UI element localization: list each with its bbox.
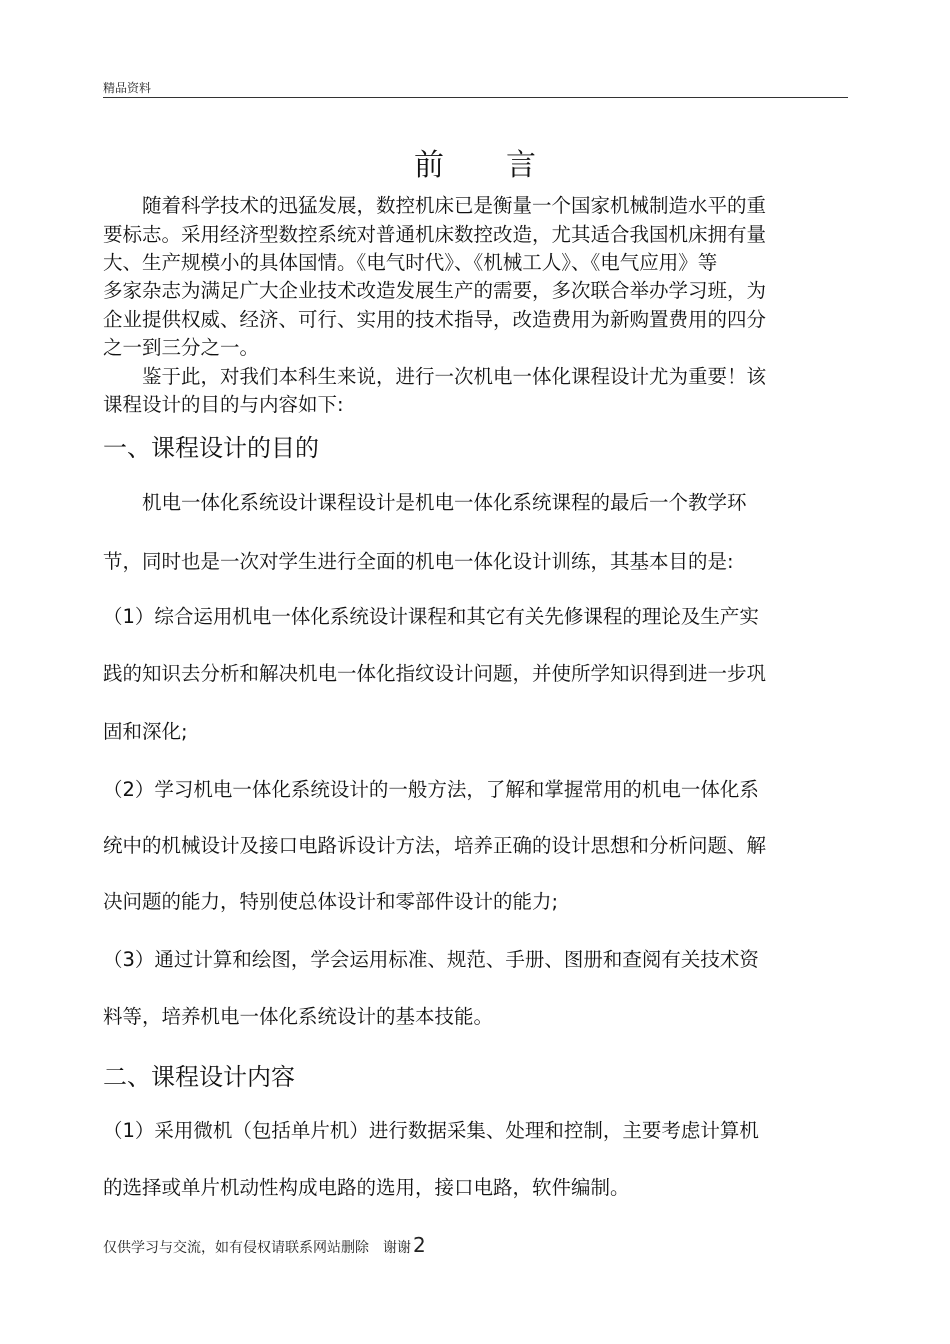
paragraph-line: （2）学习机电一体化系统设计的一般方法，了解和掌握常用的机电一体化系 <box>103 778 759 801</box>
paragraph-line: 之一到三分之一。 <box>103 336 260 359</box>
paragraph-line: 企业提供权威、经济、可行、实用的技术指导，改造费用为新购置费用的四分 <box>103 308 767 331</box>
page-title: 前言 <box>414 148 598 183</box>
paragraph-line: 大、生产规模小的具体国情。《电气时代》、《机械工人》、《电气应用》等 <box>103 251 718 274</box>
paragraph-line: 的选择或单片机动性构成电路的选用，接口电路，软件编制。 <box>103 1176 630 1199</box>
header-label: 精品资料 <box>103 81 152 95</box>
paragraph-line: 随着科学技术的迅猛发展，数控机床已是衡量一个国家机械制造水平的重 <box>142 194 767 217</box>
paragraph-line: 统中的机械设计及接口电路诉设计方法，培养正确的设计思想和分析问题、解 <box>103 834 767 857</box>
section-heading: 一、课程设计的目的 <box>103 434 319 462</box>
paragraph-line: 料等，培养机电一体化系统设计的基本技能。 <box>103 1005 494 1028</box>
paragraph-line: 鉴于此，对我们本科生来说，进行一次机电一体化课程设计尤为重要！该 <box>142 365 767 388</box>
page-number: 2 <box>413 1233 426 1257</box>
footer-note: 仅供学习与交流，如有侵权请联系网站删除 谢谢 <box>103 1240 411 1256</box>
paragraph-line: 课程设计的目的与内容如下: <box>103 393 344 416</box>
paragraph-line: （1）采用微机（包括单片机）进行数据采集、处理和控制，主要考虑计算机 <box>103 1119 759 1142</box>
paragraph-line: 决问题的能力，特别使总体设计和零部件设计的能力; <box>103 890 559 913</box>
paragraph-line: 节，同时也是一次对学生进行全面的机电一体化设计训练，其基本目的是: <box>103 550 734 573</box>
paragraph-line: 固和深化; <box>103 720 188 743</box>
paragraph-line: （3）通过计算和绘图，学会运用标准、规范、手册、图册和查阅有关技术资 <box>103 948 759 971</box>
paragraph-line: 机电一体化系统设计课程设计是机电一体化系统课程的最后一个教学环 <box>142 491 747 514</box>
paragraph-line: （1）综合运用机电一体化系统设计课程和其它有关先修课程的理论及生产实 <box>103 605 759 628</box>
footer <box>103 1233 426 1257</box>
section-heading: 二、课程设计内容 <box>103 1063 295 1091</box>
header-rule <box>103 97 848 98</box>
paragraph-line: 要标志。采用经济型数控系统对普通机床数控改造，尤其适合我国机床拥有量 <box>103 223 767 246</box>
paragraph-line: 多家杂志为满足广大企业技术改造发展生产的需要，多次联合举办学习班，为 <box>103 279 767 302</box>
paragraph-line: 践的知识去分析和解决机电一体化指纹设计问题，并使所学知识得到进一步巩 <box>103 662 767 685</box>
